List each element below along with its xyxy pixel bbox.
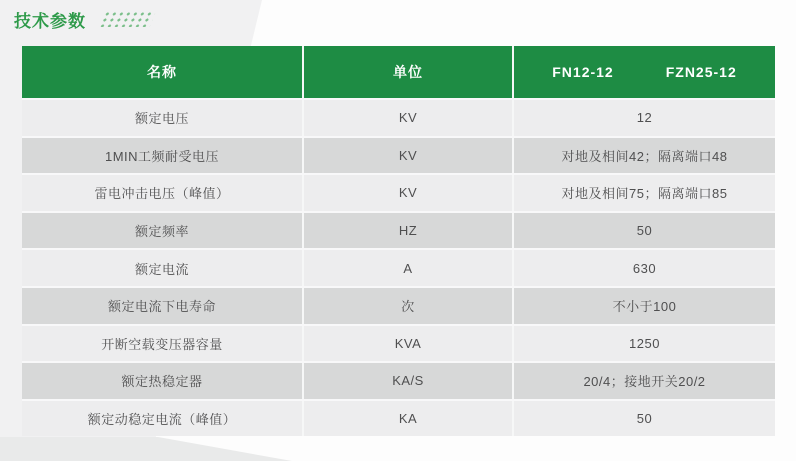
row-name: 额定热稳定器 — [22, 363, 302, 399]
row-name: 额定电流 — [22, 250, 302, 286]
title-dots-decoration-icon — [98, 10, 157, 27]
row-name: 1MIN工频耐受电压 — [22, 138, 302, 174]
table-row — [22, 248, 775, 286]
table-row — [22, 98, 775, 136]
row-name: 开断空载变压器容量 — [22, 326, 302, 362]
header-models — [512, 46, 775, 98]
row-unit: KV — [302, 138, 512, 174]
header-name: 名称 — [147, 64, 177, 80]
row-value: 对地及相间42；隔离端口48 — [512, 138, 775, 174]
row-unit: KA — [302, 401, 512, 437]
table-row — [22, 286, 775, 324]
tech-params-table — [22, 46, 775, 436]
row-unit: KA/S — [302, 363, 512, 399]
row-value: 20/4；接地开关20/2 — [512, 363, 775, 399]
row-unit: A — [302, 250, 512, 286]
row-name: 额定频率 — [22, 213, 302, 249]
page-title: 技术参数 — [14, 12, 86, 31]
row-name: 额定电压 — [22, 100, 302, 136]
table-row — [22, 399, 775, 437]
row-value: 50 — [512, 213, 775, 249]
table-row — [22, 361, 775, 399]
row-value: 630 — [512, 250, 775, 286]
row-unit: KV — [302, 175, 512, 211]
row-name: 额定动稳定电流（峰值） — [22, 401, 302, 437]
row-value: 12 — [512, 100, 775, 136]
row-unit: KVA — [302, 326, 512, 362]
row-value: 50 — [512, 401, 775, 437]
header-model-fn12: FN12-12 — [552, 64, 614, 80]
row-value: 1250 — [512, 326, 775, 362]
row-unit: 次 — [302, 288, 512, 324]
row-unit: HZ — [302, 213, 512, 249]
header-model-fzn25: FZN25-12 — [665, 64, 737, 80]
row-unit: KV — [302, 100, 512, 136]
table-row — [22, 136, 775, 174]
row-name: 雷电冲击电压（峰值） — [22, 175, 302, 211]
header-unit: 单位 — [302, 46, 512, 98]
row-name: 额定电流下电寿命 — [22, 288, 302, 324]
row-value: 对地及相间75；隔离端口85 — [512, 175, 775, 211]
table-row — [22, 324, 775, 362]
table-header-row — [22, 46, 775, 98]
row-value: 不小于100 — [512, 288, 775, 324]
table-row — [22, 173, 775, 211]
table-row — [22, 211, 775, 249]
